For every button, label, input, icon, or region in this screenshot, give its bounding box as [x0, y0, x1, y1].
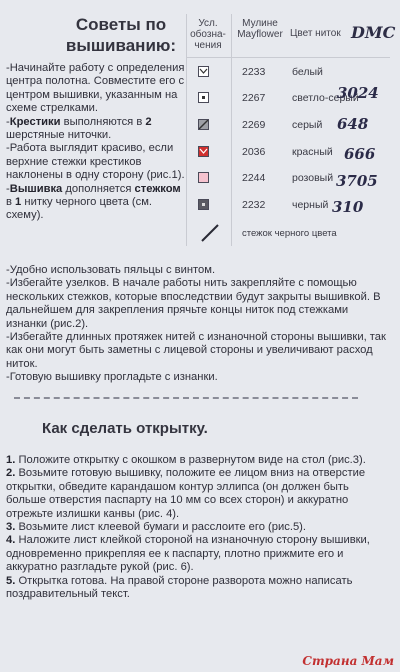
tip-paragraph: -Начинайте работу с определения центра полотна. Совместите его с центром вышивки, указанным на схеме стрелками.	[6, 62, 185, 115]
tip-paragraph: -Избегайте узелков. В начале работы нить закрепляйте с помощью нескольких стежков, которые впоследствии будут закрыты вышивкой. В дальнейшем для закрепления прячьте концы ниток под стежками изнанки (рис.2).	[6, 277, 381, 330]
legend-header-rule	[186, 57, 390, 58]
filled-dot-symbol-icon	[198, 199, 209, 210]
card-step	[6, 575, 390, 602]
legend-color-name: черный	[292, 199, 329, 211]
legend-code: 2267	[242, 92, 266, 104]
watermark: Страна Мам	[302, 654, 394, 668]
step-number: 1.	[6, 454, 16, 466]
legend-code: 2036	[242, 146, 266, 158]
tips-text-wide	[6, 264, 392, 385]
tip-paragraph: -Вышивка дополняется стежком в 1 нитку черного цвета (см. схему).	[6, 182, 181, 222]
legend-code: 2269	[242, 119, 266, 131]
dmc-handwritten-code: 648	[337, 115, 369, 133]
card-step	[6, 467, 390, 521]
dmc-handwritten-code: 3024	[337, 84, 379, 102]
card-step	[6, 454, 390, 467]
legend-header-dmc: DMC	[351, 23, 396, 42]
tip-paragraph: -Работа выглядит красиво, если верхние стежки крестиков наклонены в одну сторону (рис.1).	[6, 142, 185, 182]
stitch-line-icon	[200, 223, 220, 243]
step-text: Открытка готова. На правой стороне разворота можно написать поздравительный текст.	[6, 574, 353, 601]
legend-row	[186, 193, 396, 219]
plain-symbol-icon	[198, 172, 209, 183]
step-text: Наложите лист клейкой стороной на изнаночную сторону вышивки, одновременно прикрепляя ее к паспарту, плотно прижмите его и аккуратно разгладьте рукой (рис. 6).	[6, 534, 370, 574]
legend-code: 2233	[242, 66, 266, 78]
legend-color-name: белый	[292, 66, 323, 78]
card-title: Как сделать открытку.	[42, 420, 208, 437]
section-divider	[14, 397, 358, 399]
stitch-note: стежок черного цвета	[242, 228, 337, 239]
diagonal-symbol-icon	[198, 119, 209, 130]
step-text: Положите открытку с окошком в развернутом виде на стол (рис.3).	[15, 454, 366, 466]
step-number: 4.	[6, 534, 16, 547]
step-number: 3.	[6, 521, 16, 534]
check-symbol-icon	[198, 66, 209, 77]
legend-color-name: серый	[292, 119, 323, 131]
card-steps	[6, 454, 390, 601]
step-text: Возьмите лист клеевой бумаги и расслоите его (рис.5).	[15, 521, 306, 534]
check-symbol-red-icon	[198, 146, 209, 157]
legend-row	[186, 60, 396, 86]
tips-text	[6, 62, 188, 223]
tips-title: Советы по вышиванию:	[65, 15, 177, 55]
dmc-handwritten-code: 666	[344, 145, 376, 163]
dot-symbol-icon	[198, 92, 209, 103]
step-text: Возьмите готовую вышивку, положите ее лицом вниз на отверстие открытки, обведите карандашом контур эллипса (он должен быть больше отверстия паспарту на 10 мм со всех сторон) и аккуратно отрежьте излишки канвы (рис. 4).	[6, 467, 366, 520]
tip-paragraph: -Избегайте длинных протяжек нитей с изнаночной стороны вышивки, так как они могут быть заметны с лицевой стороны и увеличивают расход ниток.	[6, 331, 386, 370]
card-step	[6, 534, 390, 574]
tip-paragraph: -Готовую вышивку прогладьте с изнанки.	[6, 371, 218, 384]
step-number: 5.	[6, 574, 16, 587]
legend-color-name: красный	[292, 146, 333, 158]
step-number: 2.	[6, 467, 16, 480]
legend-code: 2244	[242, 172, 266, 184]
legend-header-symbol: Усл. обозна-чения	[190, 18, 226, 51]
legend-header-mouline: Мулине Mayflower	[237, 18, 283, 40]
legend-code: 2232	[242, 199, 266, 211]
tip-paragraph: -Крестики выполняются в 2 шерстяные ниточки.	[6, 115, 152, 142]
legend-color-name: светло-серый	[292, 92, 359, 104]
dmc-handwritten-code: 3705	[336, 172, 378, 190]
legend-header-color: Цвет ниток	[290, 28, 341, 39]
card-step	[6, 521, 390, 534]
dmc-handwritten-code: 310	[332, 198, 364, 216]
tip-paragraph: -Удобно использовать пяльцы с винтом.	[6, 264, 216, 276]
legend-color-name: розовый	[292, 172, 334, 184]
